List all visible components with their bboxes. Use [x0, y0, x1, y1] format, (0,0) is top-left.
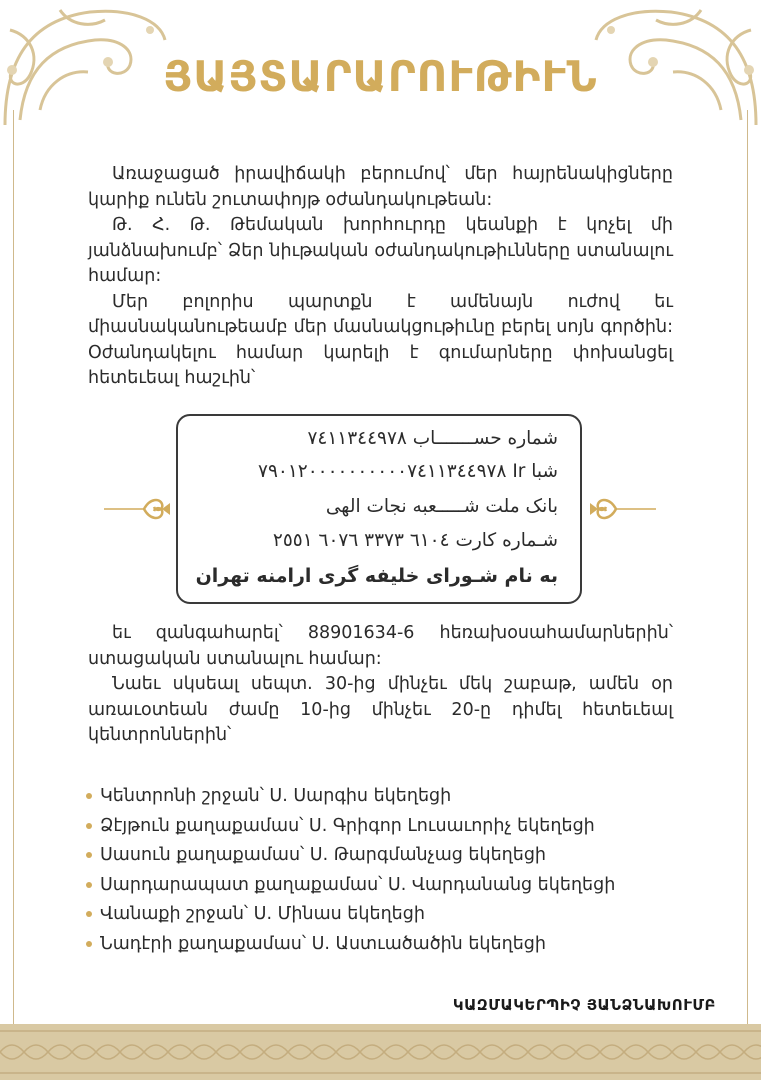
intro-paragraph: Թ. Հ. Թ. Թեմական խորհուրդը կեանքի է կոչել մի յանձնախումբ՝ Ձեր նիւթական օժանդակութիւնները ստանալու համար: [88, 215, 673, 286]
frame-right-line [747, 110, 748, 1025]
bank-branch: بانک ملت شـــــعبه نجات الهی [325, 496, 558, 517]
frame-left-line [13, 110, 14, 1025]
divider-ornament-left-icon [104, 492, 174, 526]
intro-text [88, 162, 673, 392]
bullet-icon [86, 941, 92, 947]
contact-paragraph: եւ զանգահարել՝ 88901634-6 հեռախօսահամարներին՝ ստացական ստանալու համար: [88, 623, 673, 669]
intro-paragraph: Առաջացած իրավիճակի բերումով՝ մեր հայրենակիցները կարիք ունեն շուտափոյթ օժանդակութեան: [88, 164, 673, 210]
contact-paragraph: Նաեւ սկսեալ սեպտ. 30-ից մինչեւ մեկ շաբաթ, ամեն օր առաւօտեան ժամը 10-ից մինչեւ 20-ը դիմել հետեւեալ կենտրոններին՝ [88, 674, 673, 745]
bullet-icon [86, 793, 92, 799]
list-item: Կենտրոնի շրջան՝ Ս. Սարգիս եկեղեցի [86, 782, 696, 812]
bottom-pattern-band [0, 1024, 761, 1080]
bullet-icon [86, 882, 92, 888]
bank-account-number: شماره حســـــــاب ٧٤١١٣٤٤٩٧٨ [307, 428, 558, 449]
list-item: Ձէյթուն քաղաքամաս՝ Ս. Գրիգոր Լուսաւորիչ եկեղեցի [86, 812, 696, 842]
list-item: Նադէրի քաղաքամաս՝ Ս. Աստւածածին եկեղեցի [86, 930, 696, 960]
bullet-icon [86, 852, 92, 858]
bank-details-box [176, 414, 582, 604]
bank-card-number: شـماره کارت ٦١٠٤ ٣٣٧٣ ٦٠٧٦ ٢٥٥١ [272, 530, 558, 551]
bullet-icon [86, 911, 92, 917]
committee-signature: ԿԱԶՄԱԿԵՐՊԻՉ ՅԱՆՁՆԱԽՈՒՄԲ [452, 996, 716, 1014]
intro-paragraph: Մեր բոլորիս պարտքն է ամենայն ուժով եւ միասնականութեամբ մեր մասնակցութիւնը բերել սոյն գործին: Օժանդակելու համար կարելի է գումարները փոխանցել հետեւեալ հաշւին՝ [88, 291, 673, 388]
contact-text [88, 621, 673, 749]
bank-account-holder: به نام شـورای خلیفه گری ارامنه تهران [195, 565, 558, 587]
page-title: ՅԱՅՏԱՐԱՐՈՒԹԻՒՆ [163, 52, 598, 101]
list-item: Վանաքի շրջան՝ Ս. Մինաս եկեղեցի [86, 900, 696, 930]
list-item: Սարդարապատ քաղաքամաս՝ Ս. Վարդանանց եկեղեցի [86, 871, 696, 901]
list-item: Սասուն քաղաքամաս՝ Ս. Թարգմանչաց եկեղեցի [86, 841, 696, 871]
centers-list [86, 782, 696, 959]
divider-ornament-right-icon [586, 492, 656, 526]
bullet-icon [86, 823, 92, 829]
bank-sheba-number: شبا Ir ٧٩٠١٢٠٠٠٠٠٠٠٠٠٠٧٤١١٣٤٤٩٧٨ [258, 461, 558, 482]
